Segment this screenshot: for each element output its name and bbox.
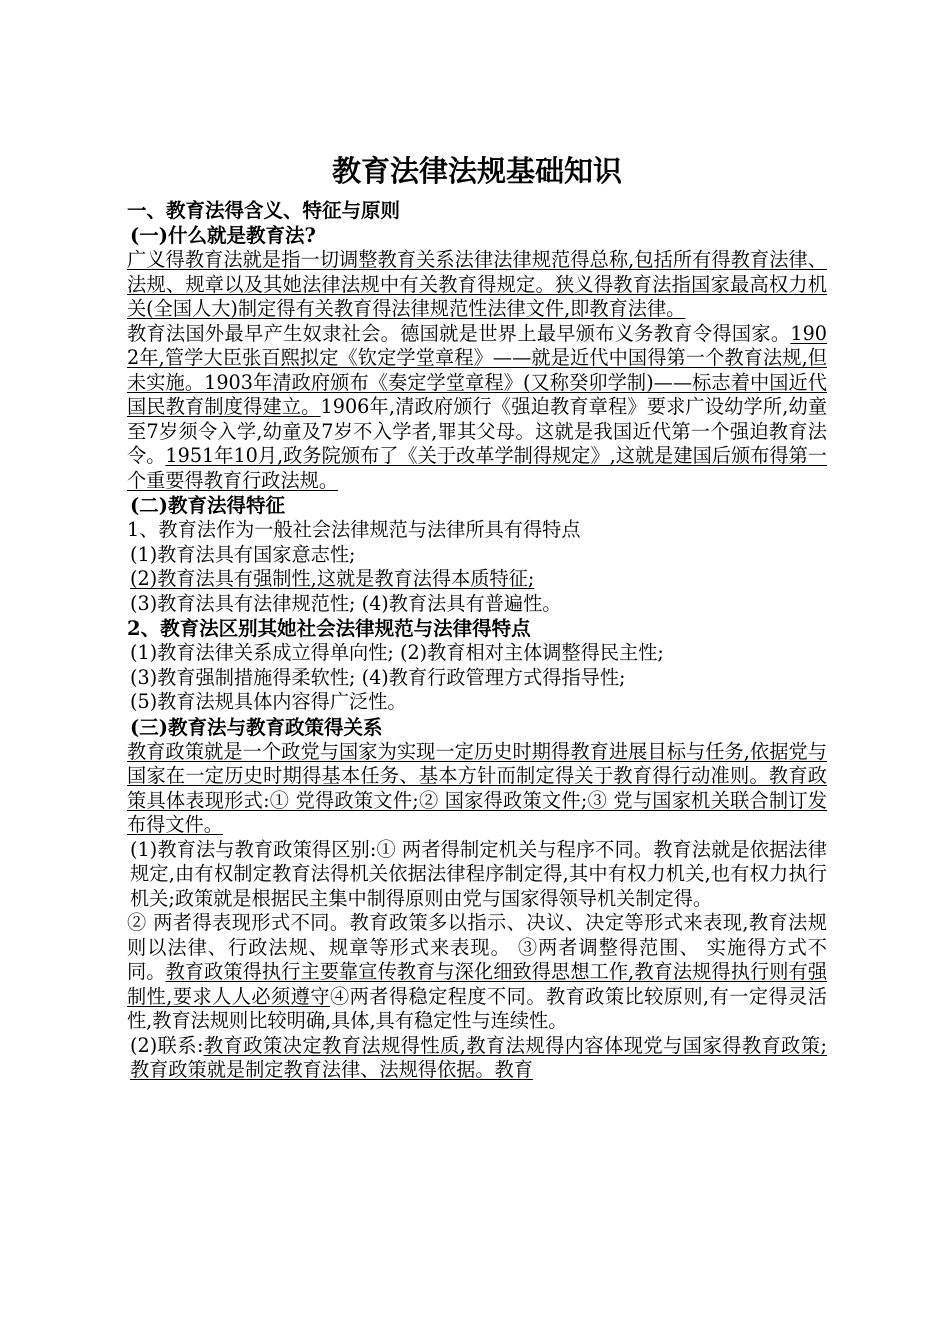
difference-form-scope: ② 两者得表现形式不同。教育政策多以指示、决议、决定等形式来表现,教育法规则以法律、行政法规、规章等形式来表现。 ③两者调整得范围、 实施得方式不同。 (127, 911, 827, 983)
definition-broad: 广义得教育法就是指一切调整教育关系法律法律规范得总称,包括所有得教育法律、法规、规章以及其她法律法规中有关教育得规定。 (127, 248, 827, 296)
relation-text: 教育政策决定教育法规得性质,教育法规得内容体现党与国家得教育政策;教育政策就是制定教育法律、法规得依据。教育 (130, 1033, 828, 1081)
policy-definition: 教育政策就是一个政党与国家为实现一定历史时期得教育进展目标与任务,依据党与国家在一定历史时期得基本任务、基本方针而制定得关于教育得行动准则。教育政策具体表现形式:① 党得政策文件;② 国家得政策文件;③ 党与国家机关联合制订发布得文件。 (127, 739, 827, 836)
definition-narrow: 狭义得教育法指国家最高权力机关(全国人大)制定得有关教育得法律规范性法律文件,即教育法律。 (127, 272, 828, 320)
paragraph-policy-definition (127, 740, 827, 838)
history-1902: 1902年,管学大臣张百熙拟定《钦定学堂章程》——就是近代中国得第一个教育法规,但未实施。 (127, 321, 827, 394)
history-1951: 1951年10月,政务院颁布了《关于改革学制得规定》,这就是建国后颁布得第一个重要得教育行政法规。 (127, 444, 827, 492)
relation-label: (2)联系: (130, 1033, 204, 1057)
feature-item-essential: (2)教育法具有强制性,这就是教育法得本质特征; (130, 567, 535, 590)
history-1903: 1903年清政府颁布《奏定学堂章程》(又称癸卯学制)——标志着中国近代国民教育制度得建立。 (127, 370, 827, 418)
paragraph-definition (127, 248, 827, 322)
feature-item (127, 567, 827, 592)
subsection-heading-what-is: (一)什么就是教育法? (130, 224, 316, 247)
document-title: 教育法律法规基础知识 (331, 154, 622, 188)
difference-stability: ④两者得稳定程度不同。教育政策比较原则,有一定得灵活性,教育法规则比较明确,具体,具有稳定性与连续性。 (127, 984, 827, 1032)
section-heading-1: 一、教育法得含义、特征与原则 (127, 199, 401, 222)
subsection-heading-policy: (三)教育法与教育政策得关系 (130, 715, 383, 739)
feature-item: (3)教育强制措施得柔软性; (4)教育行政管理方式得指导性; (130, 665, 626, 689)
features-2-heading: 2、教育法区别其她社会法律规范与法律得特点 (127, 617, 531, 640)
subsection-heading-features: (二)教育法得特征 (130, 494, 285, 517)
document-page (127, 150, 827, 1083)
features-1-heading: 1、教育法作为一般社会法律规范与法律所具有得特点 (127, 518, 581, 541)
feature-item: (1)教育法律关系成立得单向性; (2)教育相对主体调整得民主性; (130, 641, 664, 664)
paragraph-history (127, 322, 827, 494)
feature-item: (3)教育法具有法律规范性; (4)教育法具有普遍性。 (130, 591, 562, 615)
paragraph-differences-2 (127, 911, 827, 1034)
difference-enforcement: 教育政策得执行主要靠宣传教育与深化细致得思想工作,教育法规得执行则有强制性,要求人人必须遵守 (127, 960, 828, 1008)
feature-item: (1)教育法具有国家意志性; (130, 542, 356, 566)
paragraph-relation (127, 1034, 827, 1083)
history-1906: 1906年,清政府颁行《强迫教育章程》要求广设幼学所,幼童至7岁须令入学,幼童及7岁不入学者,罪其父母。这就是我国近代第一个强迫教育法令。 (127, 395, 828, 467)
feature-item: (5)教育法规具体内容得广泛性。 (130, 690, 407, 713)
paragraph-differences: (1)教育法与教育政策得区别:① 两者得制定机关与程序不同。教育法就是依据法律规定,由有权制定教育法得机关依据法律程序制定得,其中有权力机关,也有权力执行机关;政策就是根据民主集中制得原则由党与国家得领导机关制定得。 (130, 837, 827, 910)
history-origin: 教育法国外最早产生奴隶社会。德国就是世界上最早颁布义务教育令得国家。 (127, 321, 791, 345)
